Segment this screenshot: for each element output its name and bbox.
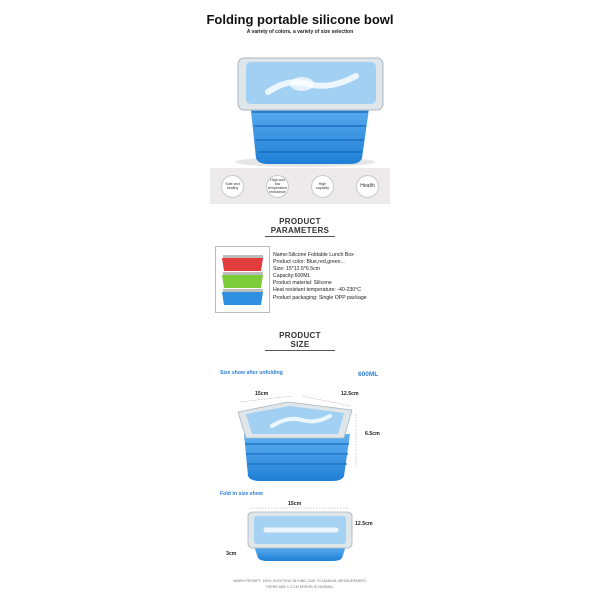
feature-health: Health	[356, 175, 379, 198]
param-heat: Heat resistant temperature: -40-230°C	[273, 287, 361, 294]
unfolded-bowl-image	[232, 396, 362, 484]
fold-width: 12.5cm	[355, 521, 373, 527]
size-heading-line1: PRODUCT	[279, 331, 321, 340]
param-size: Size: 15*12.5*6.5cm	[273, 266, 321, 273]
feature-high-capacity: High capacity	[311, 175, 334, 198]
parameters-divider	[265, 236, 335, 237]
footer-line2: THERE ARE 1-2 CM ERROR IS NORMAL.	[265, 585, 335, 589]
fold-label: Fold in size show	[220, 491, 263, 497]
stacked-bowls-image	[215, 246, 270, 313]
unfold-length: 15cm	[255, 391, 269, 397]
fold-height: 3cm	[226, 551, 237, 557]
unfold-label: Size show after unfolding	[220, 370, 283, 376]
size-heading-line2: SIZE	[290, 340, 310, 349]
fold-length: 15cm	[288, 501, 302, 507]
param-name: Name:Silicone Foldable Lunch Box	[273, 252, 354, 258]
param-color: Product color: Blue,red,green...	[273, 259, 345, 266]
footer-line1: WARM PROMPT: 100% SHOOTING IN KIND. DUE TO MANUAL MEASUREMENT,	[233, 579, 367, 583]
capacity-label: 600ML	[358, 371, 379, 378]
param-packaging: Product packaging: Single OPP package	[273, 294, 367, 301]
feature-safe-healthy: Safe and healthy	[221, 175, 244, 198]
parameters-heading-line1: PRODUCT	[279, 217, 321, 226]
hero-product-image	[210, 40, 390, 170]
folded-bowl-image	[244, 506, 356, 566]
param-capacity: Capacity:600ML	[273, 273, 311, 280]
feature-temperature-resistance: High and low temperature resistance	[266, 175, 289, 198]
page-title: Folding portable silicone bowl	[206, 12, 394, 27]
unfold-height: 6.5cm	[365, 431, 380, 437]
size-divider	[265, 350, 335, 351]
unfold-width: 12.5cm	[341, 391, 359, 397]
features-strip	[210, 168, 390, 204]
param-material: Product material: Silicone	[273, 280, 332, 287]
parameters-list	[273, 252, 367, 302]
parameters-heading-line2: PARAMETERS	[270, 226, 330, 235]
page-subtitle: A variety of colors, a variety of size selection	[246, 29, 354, 35]
